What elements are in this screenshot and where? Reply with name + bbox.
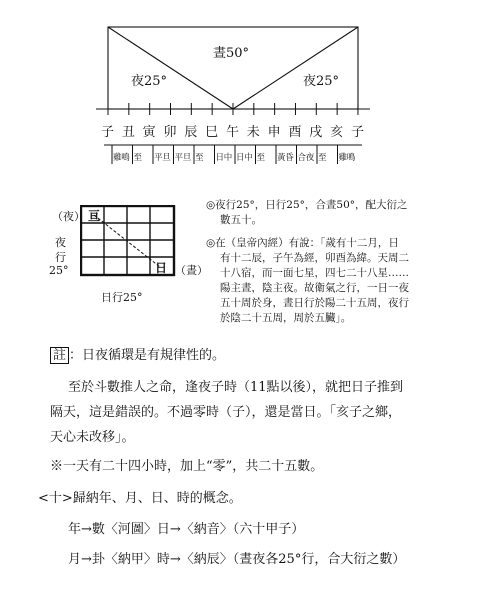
hour-label: 子 [350,125,364,140]
note-2-line: 陽主晝，陰主夜。故衛氣之行，一日一夜 [220,282,409,294]
hour-label: 戌 [309,125,323,140]
hour-label: 丑 [121,125,135,140]
paragraph-1-line-1: 至於斗數推人之命，逢夜子時（11點以後），就把日子推到 [68,380,404,395]
grid-top-left-cell: 亘 [88,209,101,223]
note-2-line: ◎在（皇帝內經）有說：「歲有十二月，日 [206,237,399,249]
note-2-line: 有十二辰，子午為經，卯酉為緯。天周二 [220,252,409,264]
hour-label: 辰 [184,125,198,140]
section-heading: <十>歸納年、月、日、時的概念。 [38,491,242,506]
note-1-line-1: ◎夜行25°，日行25°，合晝50°，配大衍之 [206,199,408,211]
annotation-label: 註 [50,347,69,364]
hour-sub-label: 日中 [236,153,253,163]
hour-sub-label: 合夜 [297,153,314,163]
hour-sub-label: 至 [256,153,265,163]
note-1-line-2: 數五十。 [220,214,262,226]
hour-label: 未 [246,125,260,140]
hour-label: 寅 [142,125,156,140]
grid-night-side-label: （夜） [52,210,85,223]
hour-sub-label: 雞鳴 [113,153,130,163]
hour-label: 卯 [163,125,177,140]
note-2-line: 五十周於身，晝日行於陽二十五周，夜行 [220,297,409,309]
hour-label: 午 [225,125,239,140]
hour-label: 子 [101,125,115,140]
grid-left-label-2: 行 [55,251,66,264]
grid-bottom-label: 日行25° [101,291,143,304]
night-left-label: 夜25° [131,74,168,89]
night-right-label: 夜25° [303,74,340,89]
hour-label: 酉 [288,125,302,140]
hour-sub-label: 平旦 [174,153,191,163]
grid-left-label-3: 25° [49,264,69,277]
hour-sub-label: 平旦 [154,153,171,163]
hour-sub-label: 至 [133,153,142,163]
hour-label: 巳 [205,125,219,140]
hour-label: 申 [267,125,281,140]
day-night-diagram [0,0,502,170]
grid-left-label-1: 夜 [55,236,66,249]
hour-label: 亥 [330,125,344,140]
note-2-line: 十八宿，而一面七星，四七二十八星…… [220,267,409,279]
grid-bottom-right-cell: 日 [155,261,168,275]
year-day-line: 年→數〈河圖〉日→〈納音〉（六十甲子） [68,522,305,537]
hour-sub-label: 日中 [215,153,232,163]
annotation-text: ：日夜循環是有規律性的。 [69,348,226,363]
hour-sub-label: 至 [195,153,204,163]
paragraph-1-line-2: 隔天，這是錯誤的。不過零時（子），還是當日。「亥子之鄉， [50,405,402,420]
day-label: 晝50° [213,46,250,61]
grid-day-side-label: （晝） [175,264,208,277]
annotation-line [50,344,225,363]
month-hour-line: 月→卦〈納甲〉時→〈納辰〉（晝夜各25°行，合大衍之數） [68,552,406,567]
hour-sub-label: 黃昏 [277,153,294,163]
paragraph-2: ※一天有二十四小時，加上“零”，共二十五數。 [50,459,324,474]
hour-sub-label: 至 [318,153,327,163]
paragraph-1-line-3: 天心未改移」。 [50,430,135,445]
hour-sub-label: 雞鳴 [338,153,355,163]
note-2-line: 於陰二十五周，周於五臟」。 [220,312,352,324]
